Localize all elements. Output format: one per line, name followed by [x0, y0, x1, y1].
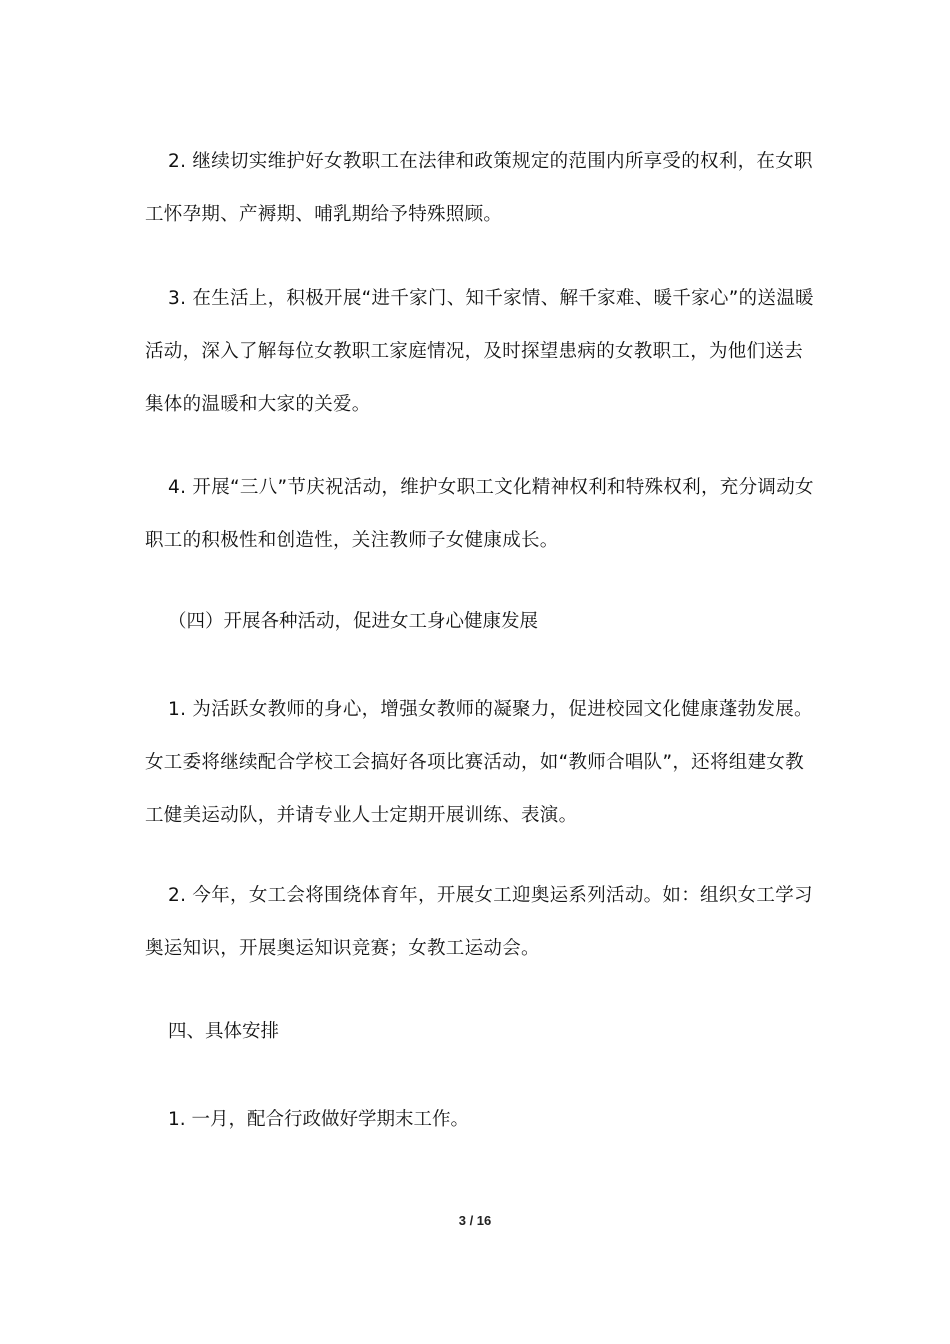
paragraph-march-eighth: 4. 开展“三八”节庆祝活动，维护女职工文化精神权利和特殊权利，充分调动女职工的积极性和创造性，关注教师子女健康成长。: [145, 477, 814, 551]
paragraph-olympic-activities: 2. 今年，女工会将围绕体育年，开展女工迎奥运系列活动。如：组织女工学习奥运知识，开展奥运知识竞赛；女教工运动会。: [145, 885, 813, 959]
paragraph-january: 1. 一月，配合行政做好学期末工作。: [168, 1109, 470, 1130]
paragraph-campus-culture: 1. 为活跃女教师的身心，增强女教师的凝聚力，促进校园文化健康蓬勃发展。女工委将继续配合学校工会搞好各项比赛活动，如“教师合唱队”，还将组建女教工健美运动队，并请专业人士定期开展训练、表演。: [145, 699, 813, 826]
page-number: 3 / 16: [458, 1213, 492, 1228]
section-heading-schedule: 四、具体安排: [168, 1021, 280, 1042]
section-heading-activities: （四）开展各种活动，促进女工身心健康发展: [168, 611, 539, 632]
paragraph-warmth-activity: 3. 在生活上，积极开展“进千家门、知千家情、解千家难、暖千家心”的送温暖活动，深入了解每位女教职工家庭情况，及时探望患病的女教职工，为他们送去集体的温暖和大家的关爱。: [145, 288, 814, 415]
paragraph-rights-protection: 2. 继续切实维护好女教职工在法律和政策规定的范围内所享受的权利，在女职工怀孕期、产褥期、哺乳期给予特殊照顾。: [145, 151, 813, 225]
